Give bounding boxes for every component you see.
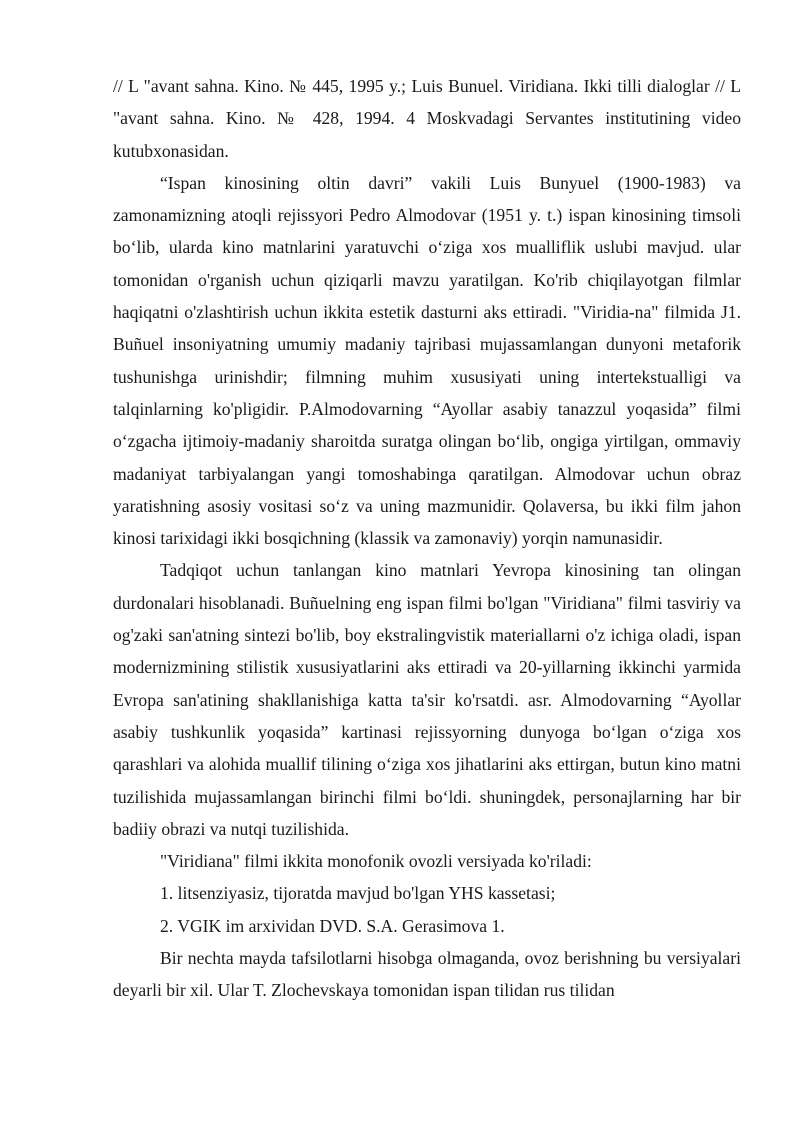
paragraph-research: Tadqiqot uchun tanlangan kino matnlari Yevropa kinosining tan olingan durdonalari hisoblanadi. Buñuelning eng ispan filmi bo'lgan "Viridiana" filmi tasviriy va og'zaki san'atning sintezi bo'lib, boy ekstralingvistik materiallarni o'z ichiga oladi, ispan modernizmining stilistik xususiyatlarini aks ettiradi va 20-yillarning ikkinchi yarmida Evropa san'atining shakllanishiga katta ta'sir ko'rsatdi. asr. Almodovarning “Ayollar asabiy tushkunlik yoqasida” kartinasi rejissyorning dunyoga bo‘lgan o‘ziga xos qarashlari va alohida muallif tilining o‘ziga xos jihatlarini aks ettirgan, butun kino matni tuzilishida mujassamlangan birinchi filmi bo‘ldi. shuningdek, personajlarning har bir badiiy obrazi va nutqi tuzilishida. (113, 560, 741, 839)
list-item-vhs: 1. litsenziyasiz, tijoratda mavjud bo'lgan YHS kassetasi; (160, 883, 556, 904)
paragraph-references: // L "avant sahna. Kino. № 445, 1995 y.; Luis Bunuel. Viridiana. Ikki tilli dialoglar // L "avant sahna. Kino. № 428, 1994. 4 Moskvadagi Servantes institutining video kutubxonasidan. (113, 76, 741, 161)
paragraph-versions-intro: "Viridiana" filmi ikkita monofonik ovozli versiyada ko'riladi: (160, 851, 592, 872)
list-item-dvd: 2. VGIK im arxividan DVD. S.A. Gerasimova 1. (160, 915, 505, 936)
paragraph-voice-versions: Bir nechta mayda tafsilotlarni hisobga olmaganda, ovoz berishning bu versiyalari deyarli bir xil. Ular T. Zlochevskaya tomonidan ispan tilidan rus tilidan (113, 948, 741, 1001)
paragraph-golden-age: “Ispan kinosining oltin davri” vakili Luis Bunyuel (1900-1983) va zamonamizning atoqli rejissyori Pedro Almodovar (1951 y. t.) ispan kinosining timsoli bo‘lib, ularda kino matnlarini yaratuvchi o‘ziga xos mualliflik uslubi mavjud. ular tomonidan o'rganish uchun qiziqarli mavzu yaratilgan. Ko'rib chiqilayotgan filmlar haqiqatni o'zlashtirish uchun ikkita estetik dasturni aks ettiradi. "Viridia-na" filmida J1. Buñuel insoniyatning umumiy madaniy tajribasi mujassamlangan dunyoni metaforik tushunishga urinishdir; filmning muhim xususiyati uning intertekstualligi va talqinlarning ko'pligidir. P.Almodovarning “Ayollar asabiy tanazzul yoqasida” filmi o‘zgacha ijtimoiy-madaniy sharoitda suratga olingan bo‘lib, ongiga yirtilgan, ommaviy madaniyat tarbiyalangan yangi tomoshabinga qaratilgan. Almodovar uchun obraz yaratishning asosiy vositasi so‘z va uning mazmunidir. Qolaversa, bu ikki film jahon kinosi tarixidagi ikki bosqichning (klassik va zamonaviy) yorqin namunasidir. (113, 172, 741, 549)
document-page (113, 70, 741, 1007)
